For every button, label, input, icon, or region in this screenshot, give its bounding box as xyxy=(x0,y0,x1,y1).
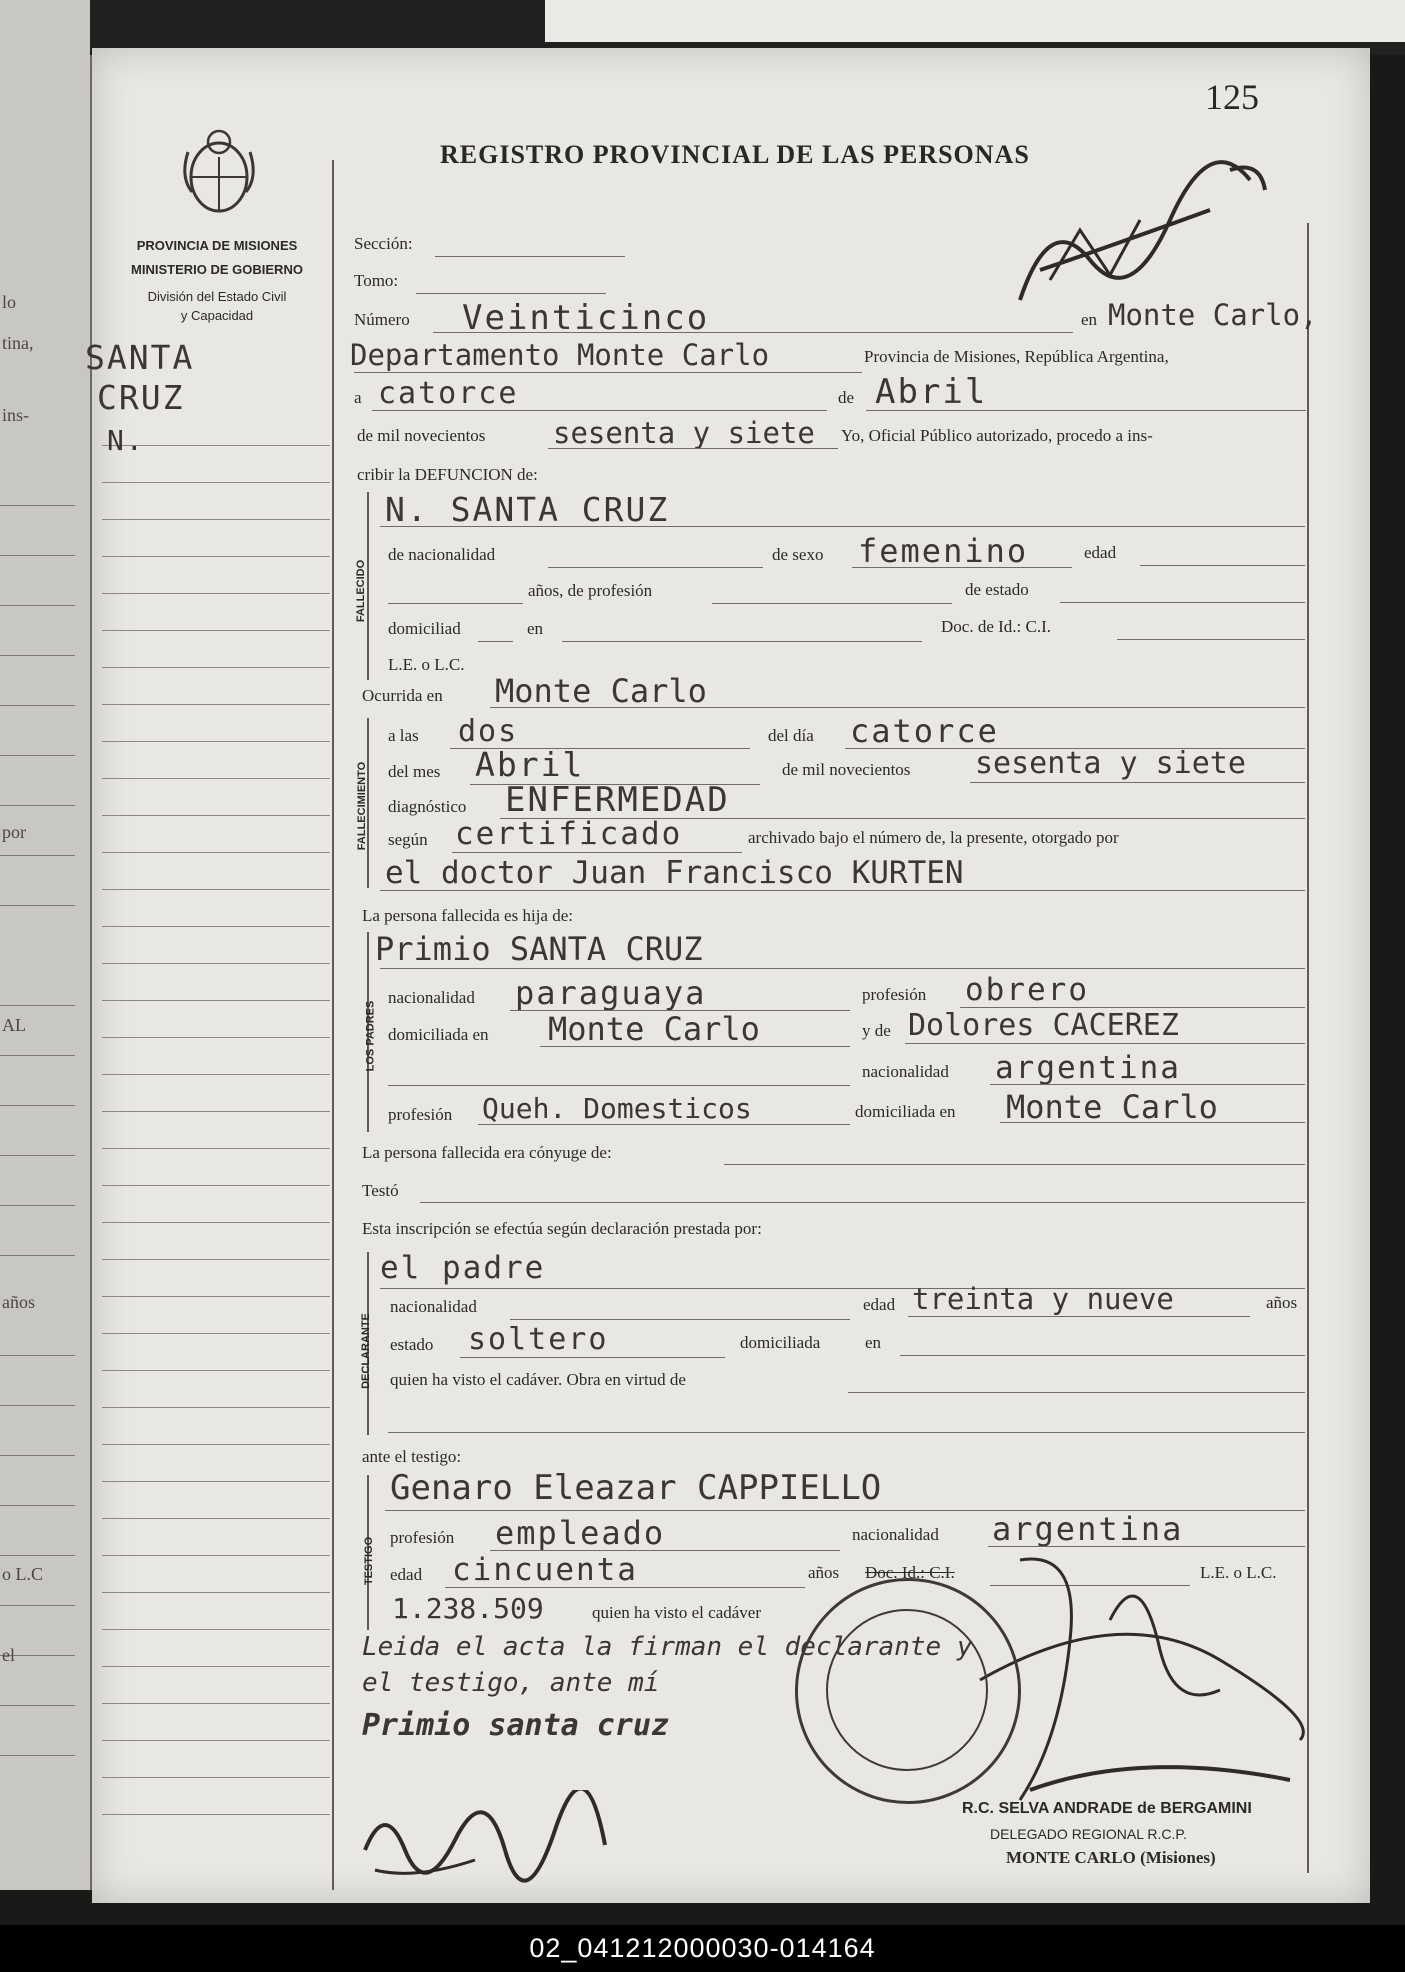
prev-fragment-8: el xyxy=(2,1645,15,1665)
prev-fragment-5: AL xyxy=(2,1015,26,1035)
label-de-mil-nov: de mil novecientos xyxy=(782,760,911,779)
label-declarante-anos: años xyxy=(1266,1293,1298,1312)
label-doc-id: Doc. de Id.: C.I. xyxy=(941,617,1052,636)
footer-code: 02_041212000030-014164 xyxy=(529,1933,876,1963)
hw-doctor: el doctor Juan Francisco KURTEN xyxy=(385,855,964,891)
hw-del-dia: catorce xyxy=(850,712,999,750)
label-anos-profesion: años, de profesión xyxy=(528,581,653,600)
label-testigo-nacionalidad: nacionalidad xyxy=(852,1525,939,1544)
office-line-3: División del Estado Civil xyxy=(147,289,287,304)
label-testigo-doc: Doc. Id.: C.I. xyxy=(865,1563,955,1582)
office-line-1: PROVINCIA DE MISIONES xyxy=(136,238,298,253)
hw-padre-nacionalidad: paraguaya xyxy=(515,974,707,1012)
prev-fragment-6: años xyxy=(2,1292,35,1312)
hw-testigo-doc: 1.238.509 xyxy=(392,1592,544,1625)
previous-page-edge xyxy=(0,0,93,1890)
section-label-fallecimiento: FALLECIMIENTO xyxy=(356,761,369,851)
label-archivado: archivado bajo el número de, la presente, otorgado por xyxy=(748,828,1119,847)
label-padre-profesion: profesión xyxy=(862,985,927,1004)
label-tomo: Tomo: xyxy=(354,271,399,290)
margin-note-3: N. xyxy=(107,424,145,457)
hw-ocurrida-en: Monte Carlo xyxy=(495,672,707,710)
hw-nombre-fallecido: N. SANTA CRUZ xyxy=(385,490,670,529)
label-madre-domicilio: domiciliada en xyxy=(855,1102,956,1121)
label-a-las: a las xyxy=(388,726,419,745)
label-ante-testigo: ante el testigo: xyxy=(362,1447,462,1466)
label-ocurrida-en: Ocurrida en xyxy=(362,686,443,705)
hw-anio-fallecimiento: sesenta y siete xyxy=(975,746,1246,781)
witness-signature-icon xyxy=(355,1790,625,1890)
hw-anio: sesenta y siete xyxy=(553,416,815,450)
label-segun: según xyxy=(388,830,428,849)
hw-testigo-profesion: empleado xyxy=(495,1514,666,1552)
label-testigo-profesion: profesión xyxy=(390,1528,455,1547)
hw-mes: Abril xyxy=(875,372,988,412)
label-a: a xyxy=(354,388,362,407)
hw-segun: certificado xyxy=(455,816,683,852)
office-line-2: MINISTERIO DE GOBIERNO xyxy=(131,262,303,277)
hw-madre-domicilio: Monte Carlo xyxy=(1006,1088,1218,1126)
official-stamp-role: DELEGADO REGIONAL R.C.P. xyxy=(990,1826,1187,1842)
label-le-lc: L.E. o L.C. xyxy=(388,655,465,674)
label-quien-visto: quien ha visto el cadáver. Obra en virtud de xyxy=(390,1370,686,1389)
prev-fragment-2: tina, xyxy=(2,333,34,353)
hw-en-lugar: Monte Carlo, xyxy=(1108,298,1318,332)
hw-madre-profesion: Queh. Domesticos xyxy=(482,1092,752,1125)
label-declarante-domiciliada: domiciliada xyxy=(740,1333,821,1352)
label-de-estado: de estado xyxy=(965,580,1029,599)
official-stamp-name: R.C. SELVA ANDRADE de BERGAMINI xyxy=(962,1800,1252,1817)
hw-del-mes: Abril xyxy=(475,745,585,784)
section-label-testigo: TESTIGO xyxy=(363,1536,376,1586)
background-strip xyxy=(90,0,1405,55)
margin-note-1: SANTA xyxy=(85,338,195,377)
registrar-signature-icon xyxy=(1010,150,1275,310)
label-testigo-le-lc: L.E. o L.C. xyxy=(1200,1563,1277,1582)
label-madre-nacionalidad: nacionalidad xyxy=(862,1062,949,1081)
folio-number: 125 xyxy=(1205,77,1259,117)
label-seccion: Sección: xyxy=(354,234,413,253)
label-provincia: Provincia de Misiones, República Argentina, xyxy=(864,347,1169,366)
label-testigo-edad: edad xyxy=(390,1565,423,1584)
label-madre-profesion: profesión xyxy=(388,1105,453,1124)
label-de-mil: de mil novecientos xyxy=(357,426,486,445)
label-de-sexo: de sexo xyxy=(772,545,824,564)
hw-lectura-1: Leida el acta la firman el declarante y xyxy=(362,1632,973,1662)
hw-testigo-nacionalidad: argentina xyxy=(992,1510,1184,1548)
hw-departamento: Departamento Monte Carlo xyxy=(350,338,770,372)
prev-fragment-7: o L.C xyxy=(2,1564,44,1584)
label-testigo-quien-visto: quien ha visto el cadáver xyxy=(592,1603,761,1622)
hw-lectura-2: el testigo, ante mí xyxy=(362,1668,660,1698)
hw-firma-declarante: Primio santa cruz xyxy=(362,1708,670,1743)
label-declarante-en: en xyxy=(865,1333,882,1352)
label-testo: Testó xyxy=(362,1181,399,1200)
section-label-los-padres: LOS PADRES xyxy=(364,1000,377,1072)
page-title: REGISTRO PROVINCIAL DE LAS PERSONAS xyxy=(440,140,1030,169)
hw-declarante: el padre xyxy=(380,1250,546,1286)
prev-fragment-1: lo xyxy=(2,292,17,312)
official-stamp-place: MONTE CARLO (Misiones) xyxy=(1006,1848,1216,1867)
label-declarante-edad: edad xyxy=(863,1295,896,1314)
label-de: de xyxy=(838,388,855,407)
margin-note-2: CRUZ xyxy=(97,378,185,417)
label-edad: edad xyxy=(1084,543,1117,562)
label-hija-de: La persona fallecida es hija de: xyxy=(362,906,573,925)
section-label-fallecido: FALLECIDO xyxy=(355,559,368,623)
hw-padre-domicilio: Monte Carlo xyxy=(548,1010,760,1048)
prev-fragment-3: ins- xyxy=(2,405,29,425)
label-conyuge: La persona fallecida era cónyuge de: xyxy=(362,1143,612,1162)
hw-madre-nacionalidad: argentina xyxy=(995,1050,1181,1086)
label-padre-nacionalidad: nacionalidad xyxy=(388,988,475,1007)
hw-declarante-estado: soltero xyxy=(468,1322,609,1357)
label-y-de: y de xyxy=(862,1021,891,1040)
label-en: en xyxy=(1081,310,1098,329)
section-label-declarante: DECLARANTE xyxy=(359,1313,372,1389)
label-yo-oficial: Yo, Oficial Público autorizado, procedo a ins- xyxy=(841,426,1153,445)
hw-numero: Veinticinco xyxy=(462,298,710,338)
label-padre-domicilio: domiciliada en xyxy=(388,1025,489,1044)
hw-dia: catorce xyxy=(378,376,519,411)
hw-padre: Primio SANTA CRUZ xyxy=(375,930,703,968)
label-de-nacionalidad: de nacionalidad xyxy=(388,545,496,564)
hw-declarante-edad: treinta y nueve xyxy=(912,1282,1174,1316)
label-declarante-estado: estado xyxy=(390,1335,434,1354)
hw-madre: Dolores CACEREZ xyxy=(908,1008,1179,1043)
label-en-domicilio: en xyxy=(527,619,544,638)
label-testigo-anos: años xyxy=(808,1563,840,1582)
prev-fragment-4: por xyxy=(2,822,26,842)
hw-sexo: femenino xyxy=(858,532,1029,570)
office-line-4: y Capacidad xyxy=(180,308,254,323)
hw-a-las: dos xyxy=(458,714,519,749)
label-declarante-nacionalidad: nacionalidad xyxy=(390,1297,477,1316)
label-del-dia: del día xyxy=(768,726,814,745)
label-cribir: cribir la DEFUNCION de: xyxy=(357,465,538,484)
label-domiciliado: domiciliad xyxy=(388,619,461,638)
label-del-mes: del mes xyxy=(388,762,441,781)
label-inscripcion: Esta inscripción se efectúa según declaración prestada por: xyxy=(362,1219,762,1238)
hw-testigo-edad: cincuenta xyxy=(452,1552,638,1588)
coat-of-arms-icon xyxy=(180,122,258,222)
image-caption-bar xyxy=(0,1925,1405,1972)
hw-testigo: Genaro Eleazar CAPPIELLO xyxy=(390,1468,882,1508)
label-diagnostico: diagnóstico xyxy=(388,797,467,816)
hw-diagnostico: ENFERMEDAD xyxy=(505,780,730,820)
margin-column xyxy=(104,160,334,1890)
hw-padre-profesion: obrero xyxy=(965,972,1089,1008)
label-numero: Número xyxy=(354,310,410,329)
official-seal-icon xyxy=(795,1578,1021,1804)
